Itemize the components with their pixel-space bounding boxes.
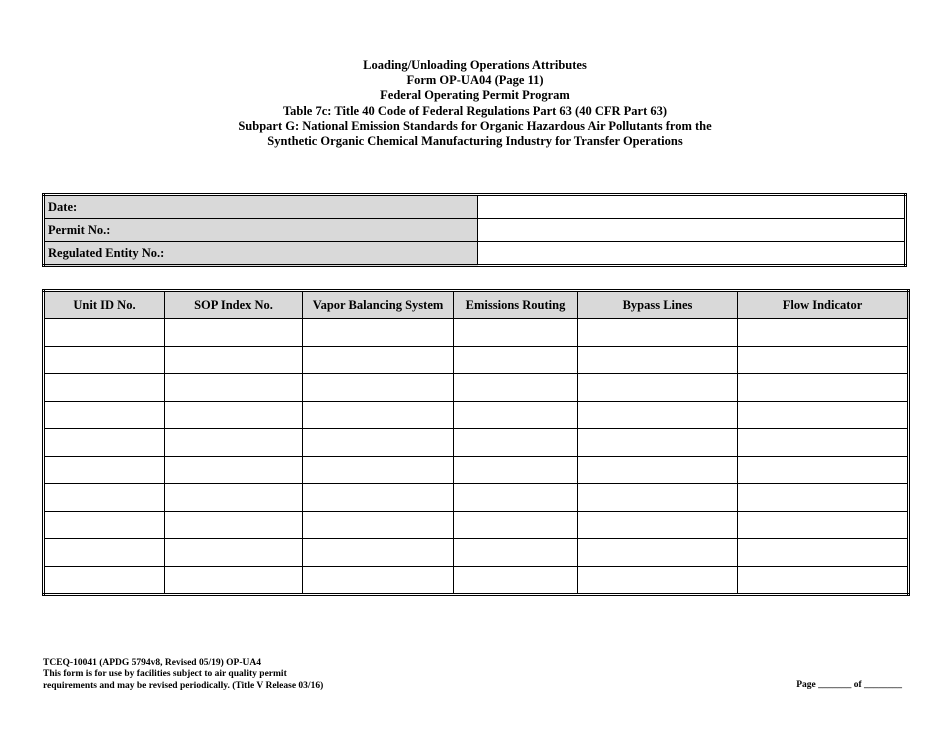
subpart-title-continued: Synthetic Organic Chemical Manufacturing Industry for Transfer Operations <box>267 134 683 149</box>
table-row <box>44 401 909 429</box>
table-cell[interactable] <box>738 401 909 429</box>
table-cell[interactable] <box>578 429 738 457</box>
col-flow-indicator: Flow Indicator <box>738 291 909 319</box>
table-row <box>44 566 909 595</box>
table-row <box>44 539 909 567</box>
permit-no-label: Permit No.: <box>44 219 478 242</box>
table-cell[interactable] <box>303 429 454 457</box>
table-cell[interactable] <box>44 319 165 347</box>
subpart-title: Subpart G: National Emission Standards for Organic Hazardous Air Pollutants from the <box>238 118 712 133</box>
table-cell[interactable] <box>578 319 738 347</box>
regulated-entity-field[interactable] <box>478 242 906 266</box>
table-cell[interactable] <box>578 374 738 402</box>
table-cell[interactable] <box>165 484 303 512</box>
col-sop-index: SOP Index No. <box>165 291 303 319</box>
table-row <box>44 429 909 457</box>
table-cell[interactable] <box>165 539 303 567</box>
col-vapor-balancing: Vapor Balancing System <box>303 291 454 319</box>
table-cell[interactable] <box>44 456 165 484</box>
table-cell[interactable] <box>44 429 165 457</box>
table-cell[interactable] <box>738 511 909 539</box>
table-row <box>44 346 909 374</box>
table-cell[interactable] <box>454 456 578 484</box>
table-cell[interactable] <box>303 346 454 374</box>
info-row-regulated-entity <box>44 242 906 266</box>
table-cell[interactable] <box>303 484 454 512</box>
attributes-table <box>42 289 910 596</box>
table-cell[interactable] <box>578 484 738 512</box>
form-footer-info <box>43 658 323 692</box>
date-label: Date: <box>44 195 478 219</box>
table-header-row <box>44 291 909 319</box>
permit-no-field[interactable] <box>478 219 906 242</box>
form-header <box>0 58 950 149</box>
table-cell[interactable] <box>454 374 578 402</box>
table-cell[interactable] <box>578 539 738 567</box>
form-id-line: TCEQ-10041 (APDG 5794v8, Revised 05/19) OP-UA4 <box>43 658 261 668</box>
info-row-permit <box>44 219 906 242</box>
table-cell[interactable] <box>738 429 909 457</box>
permit-info-table <box>42 193 907 267</box>
table-cell[interactable] <box>165 511 303 539</box>
table-cell[interactable] <box>738 484 909 512</box>
table-row <box>44 319 909 347</box>
table-cell[interactable] <box>738 456 909 484</box>
table-cell[interactable] <box>303 456 454 484</box>
form-title: Loading/Unloading Operations Attributes <box>363 58 587 72</box>
form-usage-line: This form is for use by facilities subject to air quality permit <box>43 669 287 680</box>
table-cell[interactable] <box>165 374 303 402</box>
table-cell[interactable] <box>165 319 303 347</box>
table-cell[interactable] <box>303 511 454 539</box>
table-cell[interactable] <box>165 346 303 374</box>
table-cell[interactable] <box>44 539 165 567</box>
table-cell[interactable] <box>44 374 165 402</box>
page-number: Page _______ of ________ <box>796 680 902 690</box>
table-cell[interactable] <box>165 566 303 595</box>
col-bypass-lines: Bypass Lines <box>578 291 738 319</box>
table-cell[interactable] <box>303 539 454 567</box>
table-cell[interactable] <box>165 456 303 484</box>
table-cell[interactable] <box>454 346 578 374</box>
table-cell[interactable] <box>454 511 578 539</box>
col-emissions-routing: Emissions Routing <box>454 291 578 319</box>
table-cell[interactable] <box>165 429 303 457</box>
col-unit-id: Unit ID No. <box>44 291 165 319</box>
table-cell[interactable] <box>578 511 738 539</box>
table-cell[interactable] <box>303 319 454 347</box>
form-number: Form OP-UA04 (Page 11) <box>406 73 544 88</box>
table-row <box>44 374 909 402</box>
table-cell[interactable] <box>44 401 165 429</box>
table-body <box>44 319 909 595</box>
table-cell[interactable] <box>738 566 909 595</box>
table-cell[interactable] <box>454 319 578 347</box>
table-title: Table 7c: Title 40 Code of Federal Regulations Part 63 (40 CFR Part 63) <box>282 103 668 118</box>
program-name: Federal Operating Permit Program <box>380 88 570 103</box>
table-cell[interactable] <box>454 539 578 567</box>
table-cell[interactable] <box>303 566 454 595</box>
table-cell[interactable] <box>44 484 165 512</box>
table-cell[interactable] <box>578 401 738 429</box>
table-cell[interactable] <box>738 319 909 347</box>
table-cell[interactable] <box>44 511 165 539</box>
table-row <box>44 456 909 484</box>
form-revision-line: requirements and may be revised periodically. (Title V Release 03/16) <box>43 680 324 691</box>
table-cell[interactable] <box>454 566 578 595</box>
table-cell[interactable] <box>454 429 578 457</box>
table-cell[interactable] <box>578 346 738 374</box>
table-cell[interactable] <box>303 401 454 429</box>
table-cell[interactable] <box>44 346 165 374</box>
table-cell[interactable] <box>44 566 165 595</box>
table-cell[interactable] <box>738 374 909 402</box>
table-cell[interactable] <box>738 346 909 374</box>
table-cell[interactable] <box>578 566 738 595</box>
regulated-entity-label: Regulated Entity No.: <box>44 242 478 266</box>
table-cell[interactable] <box>578 456 738 484</box>
table-cell[interactable] <box>454 484 578 512</box>
table-cell[interactable] <box>303 374 454 402</box>
table-cell[interactable] <box>165 401 303 429</box>
table-row <box>44 511 909 539</box>
table-cell[interactable] <box>454 401 578 429</box>
table-row <box>44 484 909 512</box>
info-row-date <box>44 195 906 219</box>
date-field[interactable] <box>478 195 906 219</box>
table-cell[interactable] <box>738 539 909 567</box>
